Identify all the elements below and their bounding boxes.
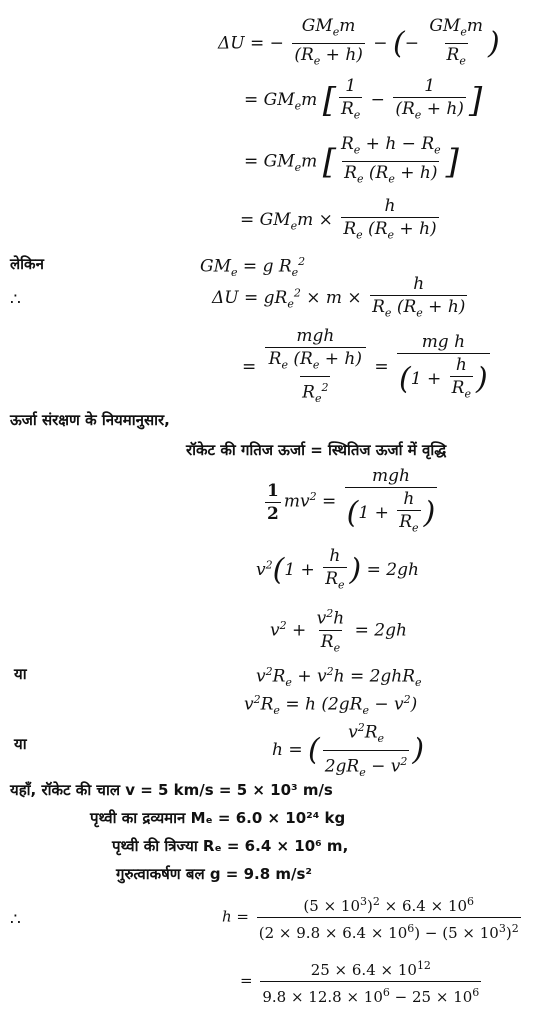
eq-kinetic-energy: $\frac{1}{2}$ $mv^2$ = mgh (1 + $\frac{h}{R_e}$ ) xyxy=(262,466,440,538)
eq-v-squared-4: $v^2R_e = h$ $(2gR_e - v^2)$ xyxy=(244,693,418,718)
eq-gme: $GM_e = g$ $R_e^2$ xyxy=(200,255,306,280)
therefore-symbol-2: ∴ xyxy=(10,910,21,930)
eq-delta-u-1: ΔU = − $\frac{GM_em}{(R_e + h)}$ − (− $\frac{GM_em}{R_e}$ ) xyxy=(218,16,500,72)
text-ya-1: या xyxy=(14,665,27,683)
text-energy-conservation: ऊर्जा संरक्षण के नियमानुसार, xyxy=(10,411,170,429)
text-rocket-relation: रॉकेट की गतिज ऊर्जा = स्थितिज ऊर्जा में वृद्धि xyxy=(186,441,447,459)
text-ya-2: या xyxy=(14,735,27,753)
eq-delta-u-5: $\Delta U = gR_e^2 \times m$ × $\frac{h}{R_e (R_e + h)}$ xyxy=(212,274,470,323)
eq-delta-u-2: = $GM_em$ [ $\frac{1}{R_e}$ − $\frac{1}{(R_e + h)}$ ] xyxy=(244,76,482,125)
eq-v-squared-2: $v^2$ + $\frac{v^2h}{R_e}$ = 2gh xyxy=(270,604,407,658)
therefore-symbol-1: ∴ xyxy=(10,290,21,310)
eq-h-numeric-1: h = $\frac{(5 \times 10^3)^2 \times 6.4 \times 10^6}{(2 \times 9.8 \times 6.4 \times 10^6) - (5 \times 10^3)^2}$ xyxy=(222,895,519,942)
eq-v-squared-3: $v^2R_e + v^2h = 2ghR_e$ xyxy=(256,665,422,690)
eq-delta-u-3: = $GM_em$ [ $\frac{R_e + h - R_e}{R_e (R_e + h)}$ ] xyxy=(244,134,459,190)
eq-v-squared-1: $v^2(1$ + $\frac{h}{R_e}$ ) = 2gh xyxy=(256,546,419,595)
eq-delta-u-4: = $GM_em$ × $\frac{h}{R_e (R_e + h)}$ xyxy=(240,196,442,245)
text-earth-radius: पृथ्वी की त्रिज्या Rₑ = 6.4 × 10⁶ m, xyxy=(112,837,349,855)
text-earth-mass: पृथ्वी का द्रव्यमान Mₑ = 6.0 × 10²⁴ kg xyxy=(90,809,346,827)
eq-h-numeric-2: = $\frac{25 \times 6.4 \times 10^{12}}{9.8 \times 12.8 \times 10^6 - 25 \times 10^6}$ xyxy=(240,959,480,1006)
text-lekin: लेकिन xyxy=(10,255,44,273)
eq-delta-u-6: = $\frac{\text{mgh}}{\frac{R_e (R_e + h)}{R_e^2}}$ = mg h (1 + $\frac{h}{R_e}$ ) xyxy=(242,326,493,409)
eq-h-formula: h = ( $\frac{v^2R_e}{2gR_e - v^2}$ ) xyxy=(272,718,424,783)
text-gravity: गुरुत्वाकर्षण बल g = 9.8 m/s² xyxy=(116,865,312,883)
text-rocket-speed: यहाँ, रॉकेट की चाल v = 5 km/s = 5 × 10³ m/s xyxy=(10,781,333,799)
